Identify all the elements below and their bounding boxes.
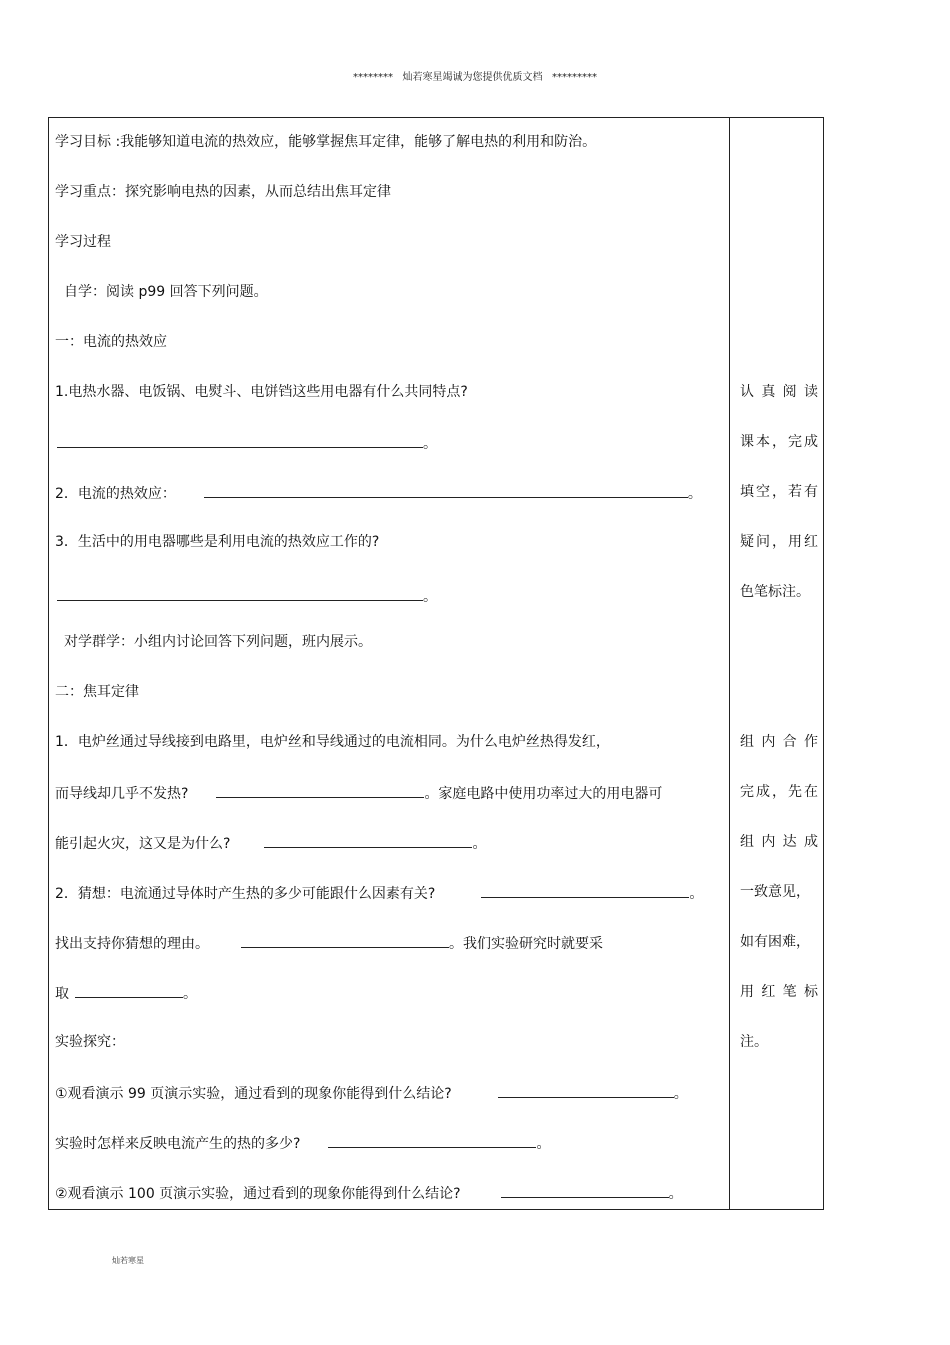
answer-blank[interactable]	[501, 1183, 669, 1198]
answer-blank[interactable]	[264, 833, 472, 848]
answer-blank[interactable]	[57, 586, 423, 601]
answer-blank[interactable]	[216, 783, 424, 798]
answer-line: 。	[57, 433, 437, 453]
side-note: 填空，若有	[740, 484, 818, 500]
answer-blank[interactable]	[481, 883, 689, 898]
question-1-3: 3．生活中的用电器哪些是利用电流的热效应工作的?	[55, 534, 380, 550]
column-divider	[729, 117, 730, 1210]
side-note: 组 内 合 作	[740, 734, 818, 750]
learning-process-heading: 学习过程	[55, 234, 111, 250]
question-2-1-continued: 而导线却几乎不发热? 。家庭电路中使用功率过大的用电器可	[55, 783, 662, 803]
page-header: ******** 灿若寒星竭诚为您提供优质文档 *********	[352, 72, 598, 83]
side-note: 注。	[740, 1034, 768, 1050]
worksheet-table	[48, 117, 824, 1210]
experiment-1: ①观看演示 99 页演示实验，通过看到的现象你能得到什么结论? 。	[55, 1083, 688, 1103]
section-two-heading: 二：焦耳定律	[55, 684, 139, 700]
side-note: 组 内 达 成	[740, 834, 818, 850]
side-note: 色笔标注。	[740, 584, 810, 600]
side-note: 如有困难，	[740, 934, 810, 950]
experiment-2: ②观看演示 100 页演示实验，通过看到的现象你能得到什么结论? 。	[55, 1183, 683, 1203]
group-study-instruction: 对学群学：小组内讨论回答下列问题，班内展示。	[64, 634, 372, 650]
side-note: 完成，先在	[740, 784, 818, 800]
answer-blank[interactable]	[328, 1133, 536, 1148]
side-note: 用 红 笔 标	[740, 984, 818, 1000]
side-note: 课本，完成	[740, 434, 818, 450]
experiment-heat-measure: 实验时怎样来反映电流产生的热的多少? 。	[55, 1133, 550, 1153]
side-note: 认 真 阅 读	[740, 384, 818, 400]
answer-blank[interactable]	[57, 433, 423, 448]
section-one-heading: 一：电流的热效应	[55, 334, 167, 350]
experiment-heading: 实验探究：	[55, 1034, 125, 1050]
question-2-2: 2．猜想：电流通过导体时产生热的多少可能跟什么因素有关? 。	[55, 883, 703, 903]
question-2-2-reason: 找出支持你猜想的理由。 。我们实验研究时就要采	[55, 933, 603, 953]
side-note: 一致意见，	[740, 884, 810, 900]
question-1-1: 1.电热水器、电饭锅、电熨斗、电饼铛这些用电器有什么共同特点?	[55, 384, 468, 400]
question-2-1-fire: 能引起火灾，这又是为什么? 。	[55, 833, 486, 853]
question-1-2: 2．电流的热效应： 。	[55, 483, 702, 503]
answer-blank[interactable]	[241, 933, 449, 948]
answer-blank[interactable]	[204, 483, 688, 498]
side-note: 疑问，用红	[740, 534, 818, 550]
answer-blank[interactable]	[498, 1083, 674, 1098]
self-study-instruction: 自学：阅读 p99 回答下列问题。	[64, 284, 268, 300]
answer-line: 。	[57, 586, 437, 606]
answer-blank[interactable]	[75, 983, 183, 998]
question-2-2-method: 取 。	[55, 983, 197, 1003]
learning-goal: 学习目标 :我能够知道电流的热效应，能够掌握焦耳定律，能够了解电热的利用和防治。	[55, 134, 597, 150]
learning-focus: 学习重点：探究影响电热的因素，从而总结出焦耳定律	[55, 184, 391, 200]
question-2-1: 1．电炉丝通过导线接到电路里，电炉丝和导线通过的电流相同。为什么电炉丝热得发红，	[55, 734, 610, 750]
page-footer: 灿若寒星	[112, 1256, 144, 1265]
